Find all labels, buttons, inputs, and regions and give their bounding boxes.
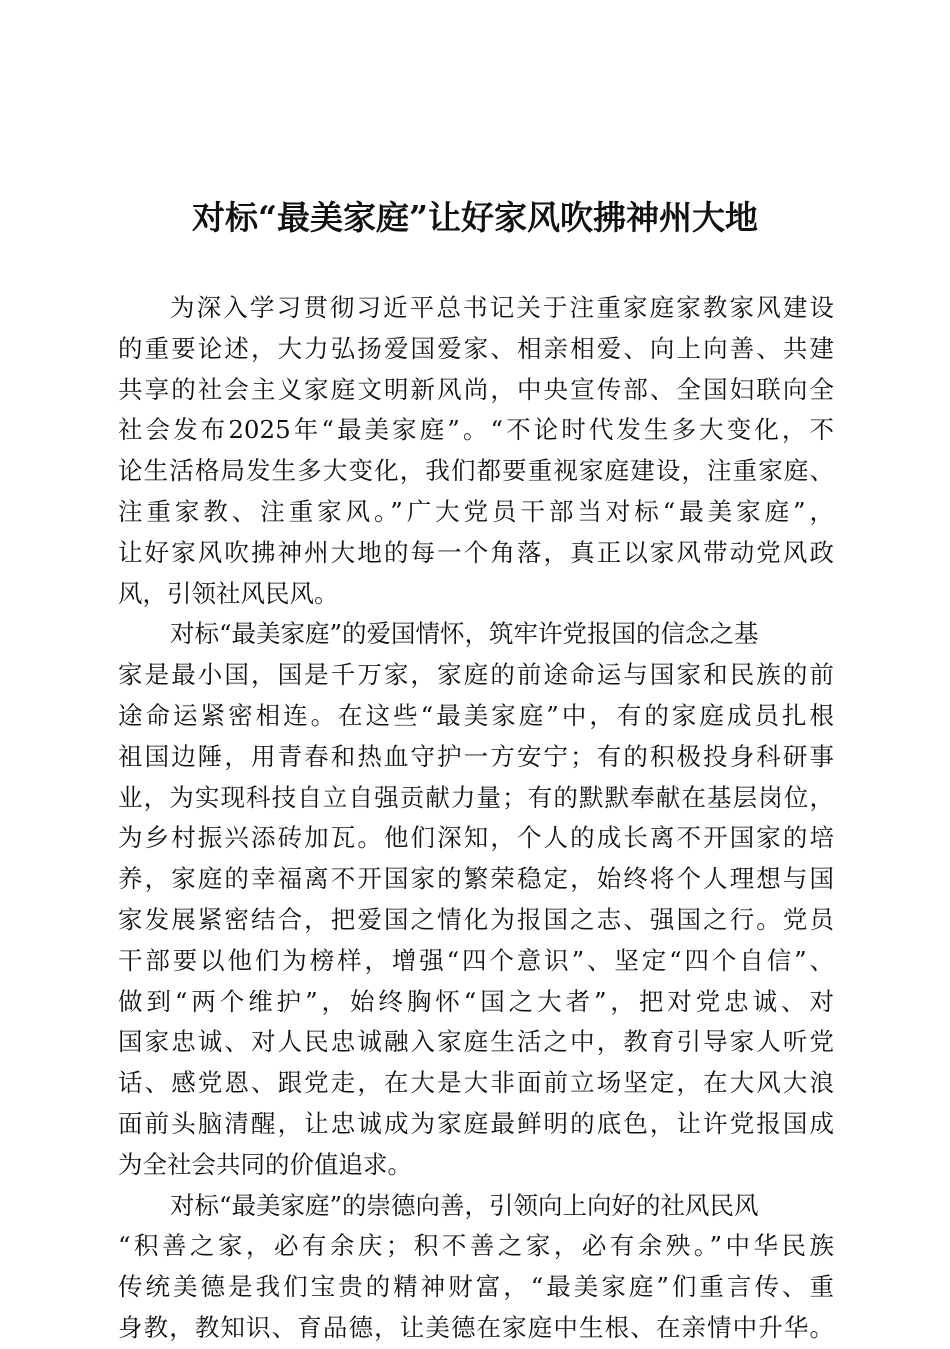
text-line: 面前头脑清醒，让忠诚成为家庭最鲜明的底色，让许党报国成 [118,1108,834,1138]
text-line: 话、感党恩、跟党走，在大是大非面前立场坚定，在大风大浪 [118,1068,834,1098]
section-heading: 对标“最美家庭”的崇德向善，引领向上向好的社风民风 [170,1190,759,1220]
text-line: 共享的社会主义家庭文明新风尚，中央宣传部、全国妇联向全 [118,374,834,404]
text-line: 让好家风吹拂神州大地的每一个角落，真正以家风带动党风政 [118,537,834,567]
text-line: 干部要以他们为榜样，增强“四个意识”、坚定“四个自信”、 [118,945,834,975]
text-line: 做到“两个维护”，始终胸怀“国之大者”，把对党忠诚、对 [118,986,834,1016]
document-title: 对标“最美家庭”让好家风吹拂神州大地 [192,198,758,237]
text-line: 养，家庭的幸福离不开国家的繁荣稳定，始终将个人理想与国 [118,864,834,894]
text-line: 身教，教知识、育品德，让美德在家庭中生根、在亲情中升华。 [118,1312,834,1342]
text-line: 社会发布2025年“最美家庭”。“不论时代发生多大变化，不 [118,415,834,445]
text-line: 论生活格局发生多大变化，我们都要重视家庭建设，注重家庭、 [118,456,834,486]
document-body [118,288,834,1349]
text-line: 家是最小国，国是千万家，家庭的前途命运与国家和民族的前 [118,660,834,690]
text-line: 传统美德是我们宝贵的精神财富，“最美家庭”们重言传、重 [118,1272,834,1302]
text-line: 的重要论述，大力弘扬爱国爱家、相亲相爱、向上向善、共建 [118,333,834,363]
text-line: “积善之家，必有余庆；积不善之家，必有余殃。”中华民族 [118,1231,834,1261]
text-line: 国家忠诚、对人民忠诚融入家庭生活之中，教育引导家人听党 [118,1027,834,1057]
section-heading: 对标“最美家庭”的爱国情怀，筑牢许党报国的信念之基 [170,619,759,649]
text-line: 为深入学习贯彻习近平总书记关于注重家庭家教家风建设 [170,293,834,322]
text-line: 为乡村振兴添砖加瓦。他们深知，个人的成长离不开国家的培 [118,823,834,853]
text-line: 风，引领社风民风。 [118,578,339,608]
text-line: 家发展紧密结合，把爱国之情化为报国之志、强国之行。党员 [118,904,834,934]
text-line: 注重家教、注重家风。”广大党员干部当对标“最美家庭”， [118,496,834,526]
text-line: 祖国边陲，用青春和热血守护一方安宁；有的积极投身科研事 [118,741,834,771]
text-line: 途命运紧密相连。在这些“最美家庭”中，有的家庭成员扎根 [118,700,834,730]
text-line: 业，为实现科技自立自强贡献力量；有的默默奉献在基层岗位， [118,782,834,812]
text-line: 为全社会共同的价值追求。 [118,1149,412,1179]
